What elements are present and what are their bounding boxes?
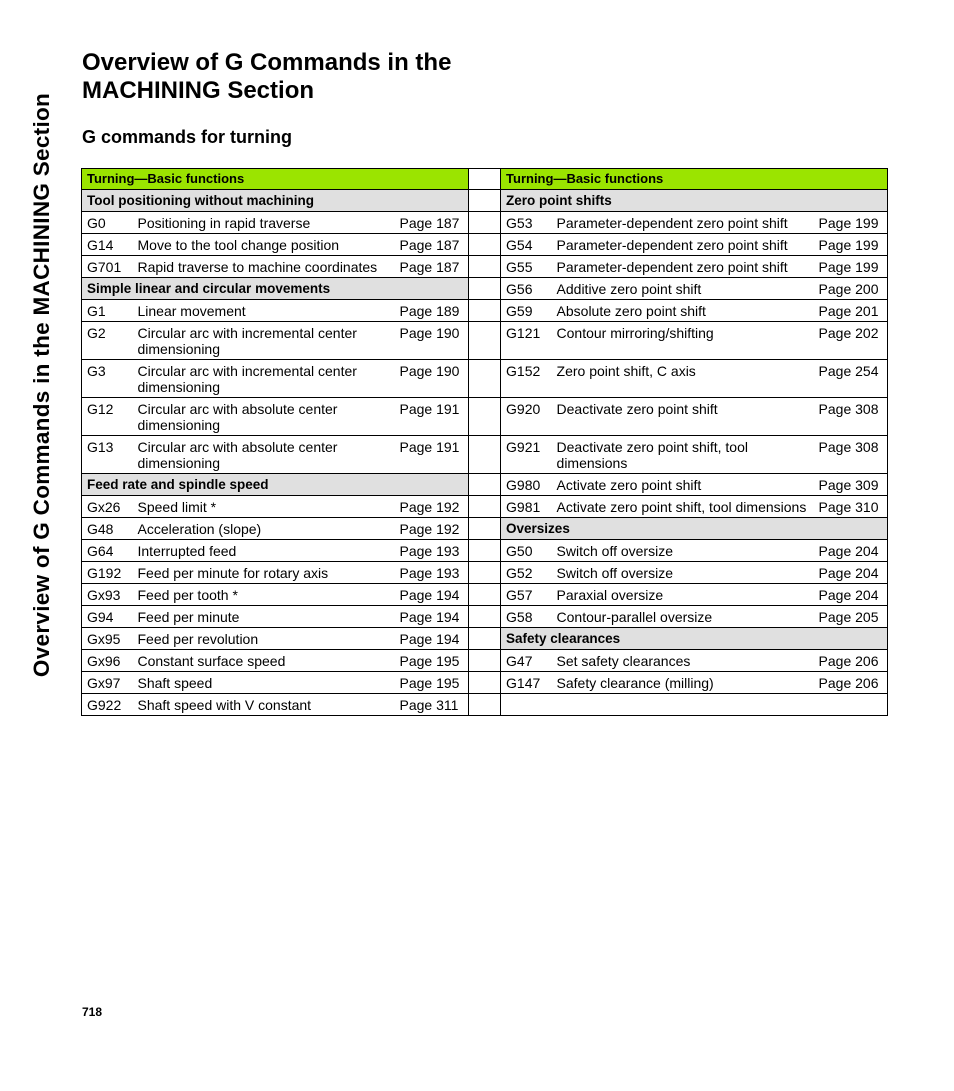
right-g-code: G53 — [501, 212, 555, 234]
table-row — [82, 169, 888, 190]
column-gap — [469, 256, 501, 278]
right-page-ref: Page 204 — [814, 584, 888, 606]
right-section-heading: Safety clearances — [501, 628, 888, 650]
left-g-code: Gx97 — [82, 672, 136, 694]
left-g-code: G0 — [82, 212, 136, 234]
left-g-code: G94 — [82, 606, 136, 628]
left-page-ref: Page 191 — [395, 398, 469, 436]
left-description: Circular arc with incremental center dimensioning — [136, 360, 395, 398]
left-description: Feed per minute for rotary axis — [136, 562, 395, 584]
right-description: Paraxial oversize — [555, 584, 814, 606]
left-g-code: G13 — [82, 436, 136, 474]
right-description: Safety clearance (milling) — [555, 672, 814, 694]
column-gap — [469, 300, 501, 322]
left-page-ref: Page 192 — [395, 496, 469, 518]
left-page-ref: Page 195 — [395, 672, 469, 694]
left-description: Shaft speed with V constant — [136, 694, 395, 716]
g-commands-table-body — [82, 169, 888, 716]
column-gap — [469, 562, 501, 584]
left-description: Move to the tool change position — [136, 234, 395, 256]
table-row — [82, 540, 888, 562]
table-row — [82, 562, 888, 584]
left-page-ref: Page 194 — [395, 628, 469, 650]
right-description: Deactivate zero point shift — [555, 398, 814, 436]
g-commands-table — [81, 168, 888, 716]
left-g-code: G192 — [82, 562, 136, 584]
left-description: Feed per minute — [136, 606, 395, 628]
right-description: Absolute zero point shift — [555, 300, 814, 322]
side-tab — [22, 55, 62, 715]
right-page-ref: Page 200 — [814, 278, 888, 300]
right-page-ref: Page 308 — [814, 398, 888, 436]
left-description: Positioning in rapid traverse — [136, 212, 395, 234]
column-gap — [469, 169, 501, 190]
left-g-code: G922 — [82, 694, 136, 716]
right-description: Activate zero point shift — [555, 474, 814, 496]
column-gap — [469, 650, 501, 672]
left-description: Constant surface speed — [136, 650, 395, 672]
column-gap — [469, 190, 501, 212]
right-g-code: G56 — [501, 278, 555, 300]
right-g-code: G121 — [501, 322, 555, 360]
table-row — [82, 256, 888, 278]
left-g-code: G1 — [82, 300, 136, 322]
table-row — [82, 474, 888, 496]
right-header-cell: Turning—Basic functions — [501, 169, 888, 190]
left-section-heading: Simple linear and circular movements — [82, 278, 469, 300]
column-gap — [469, 474, 501, 496]
left-page-ref: Page 195 — [395, 650, 469, 672]
right-page-ref: Page 201 — [814, 300, 888, 322]
right-g-code: G58 — [501, 606, 555, 628]
column-gap — [469, 584, 501, 606]
column-gap — [469, 360, 501, 398]
left-page-ref: Page 187 — [395, 256, 469, 278]
left-g-code: Gx95 — [82, 628, 136, 650]
table-row — [82, 300, 888, 322]
right-description: Parameter-dependent zero point shift — [555, 256, 814, 278]
right-g-code: G55 — [501, 256, 555, 278]
column-gap — [469, 694, 501, 716]
left-page-ref: Page 191 — [395, 436, 469, 474]
column-gap — [469, 398, 501, 436]
left-g-code: G3 — [82, 360, 136, 398]
right-description: Contour mirroring/shifting — [555, 322, 814, 360]
column-gap — [469, 628, 501, 650]
left-page-ref: Page 193 — [395, 540, 469, 562]
left-page-ref: Page 190 — [395, 322, 469, 360]
table-row — [82, 672, 888, 694]
right-description: Deactivate zero point shift, tool dimensions — [555, 436, 814, 474]
table-row — [82, 190, 888, 212]
left-description: Acceleration (slope) — [136, 518, 395, 540]
right-page-ref: Page 254 — [814, 360, 888, 398]
right-page-ref: Page 310 — [814, 496, 888, 518]
page-title-line1: Overview of G Commands in the — [82, 49, 452, 76]
right-description: Activate zero point shift, tool dimensions — [555, 496, 814, 518]
table-row — [82, 322, 888, 360]
left-page-ref: Page 192 — [395, 518, 469, 540]
table-row — [82, 398, 888, 436]
column-gap — [469, 234, 501, 256]
right-g-code: G981 — [501, 496, 555, 518]
left-description: Circular arc with incremental center dimensioning — [136, 322, 395, 360]
column-gap — [469, 606, 501, 628]
page-title-line2: MACHINING Section — [82, 77, 315, 104]
left-page-ref: Page 187 — [395, 212, 469, 234]
right-page-ref: Page 202 — [814, 322, 888, 360]
left-description: Shaft speed — [136, 672, 395, 694]
left-page-ref: Page 194 — [395, 584, 469, 606]
left-g-code: Gx96 — [82, 650, 136, 672]
right-g-code: G52 — [501, 562, 555, 584]
column-gap — [469, 672, 501, 694]
left-page-ref: Page 187 — [395, 234, 469, 256]
left-g-code: G701 — [82, 256, 136, 278]
table-row — [82, 278, 888, 300]
left-description: Feed per tooth * — [136, 584, 395, 606]
right-page-ref: Page 309 — [814, 474, 888, 496]
column-gap — [469, 436, 501, 474]
right-page-ref: Page 206 — [814, 650, 888, 672]
right-g-code: G921 — [501, 436, 555, 474]
right-description: Additive zero point shift — [555, 278, 814, 300]
left-description: Speed limit * — [136, 496, 395, 518]
left-section-heading: Feed rate and spindle speed — [82, 474, 469, 496]
side-tab-label: Overview of G Commands in the MACHINING Section — [29, 92, 54, 678]
left-g-code: G48 — [82, 518, 136, 540]
table-row — [82, 518, 888, 540]
left-g-code: G12 — [82, 398, 136, 436]
left-description: Linear movement — [136, 300, 395, 322]
page-title — [82, 49, 451, 105]
left-page-ref: Page 190 — [395, 360, 469, 398]
table-row — [82, 606, 888, 628]
right-page-ref: Page 204 — [814, 562, 888, 584]
right-g-code: G57 — [501, 584, 555, 606]
table-row — [82, 496, 888, 518]
right-description: Zero point shift, C axis — [555, 360, 814, 398]
left-g-code: G14 — [82, 234, 136, 256]
left-page-ref: Page 194 — [395, 606, 469, 628]
left-page-ref: Page 193 — [395, 562, 469, 584]
right-page-ref: Page 199 — [814, 234, 888, 256]
left-g-code: Gx93 — [82, 584, 136, 606]
column-gap — [469, 540, 501, 562]
right-description: Parameter-dependent zero point shift — [555, 234, 814, 256]
table-row — [82, 436, 888, 474]
right-g-code: G152 — [501, 360, 555, 398]
right-g-code: G980 — [501, 474, 555, 496]
left-page-ref: Page 189 — [395, 300, 469, 322]
column-gap — [469, 278, 501, 300]
left-description: Circular arc with absolute center dimensioning — [136, 436, 395, 474]
right-section-heading: Oversizes — [501, 518, 888, 540]
column-gap — [469, 322, 501, 360]
column-gap — [469, 496, 501, 518]
table-row — [82, 650, 888, 672]
left-description: Rapid traverse to machine coordinates — [136, 256, 395, 278]
right-g-code: G147 — [501, 672, 555, 694]
right-empty-cell — [501, 694, 888, 716]
left-g-code: Gx26 — [82, 496, 136, 518]
right-page-ref: Page 206 — [814, 672, 888, 694]
table-row — [82, 628, 888, 650]
left-description: Interrupted feed — [136, 540, 395, 562]
table-row — [82, 360, 888, 398]
left-description: Feed per revolution — [136, 628, 395, 650]
table-row — [82, 584, 888, 606]
right-g-code: G54 — [501, 234, 555, 256]
page-number: 718 — [82, 1005, 103, 1019]
right-description: Parameter-dependent zero point shift — [555, 212, 814, 234]
left-section-heading: Tool positioning without machining — [82, 190, 469, 212]
right-page-ref: Page 204 — [814, 540, 888, 562]
right-g-code: G50 — [501, 540, 555, 562]
left-description: Circular arc with absolute center dimensioning — [136, 398, 395, 436]
left-g-code: G64 — [82, 540, 136, 562]
right-page-ref: Page 205 — [814, 606, 888, 628]
table-row — [82, 234, 888, 256]
right-page-ref: Page 308 — [814, 436, 888, 474]
right-g-code: G47 — [501, 650, 555, 672]
right-description: Contour-parallel oversize — [555, 606, 814, 628]
table-row — [82, 694, 888, 716]
right-g-code: G59 — [501, 300, 555, 322]
left-page-ref: Page 311 — [395, 694, 469, 716]
right-page-ref: Page 199 — [814, 256, 888, 278]
right-page-ref: Page 199 — [814, 212, 888, 234]
column-gap — [469, 518, 501, 540]
right-description: Switch off oversize — [555, 562, 814, 584]
table-row — [82, 212, 888, 234]
right-description: Switch off oversize — [555, 540, 814, 562]
right-description: Set safety clearances — [555, 650, 814, 672]
left-header-cell: Turning—Basic functions — [82, 169, 469, 190]
left-g-code: G2 — [82, 322, 136, 360]
column-gap — [469, 212, 501, 234]
right-section-heading: Zero point shifts — [501, 190, 888, 212]
section-subtitle: G commands for turning — [82, 127, 293, 147]
right-g-code: G920 — [501, 398, 555, 436]
